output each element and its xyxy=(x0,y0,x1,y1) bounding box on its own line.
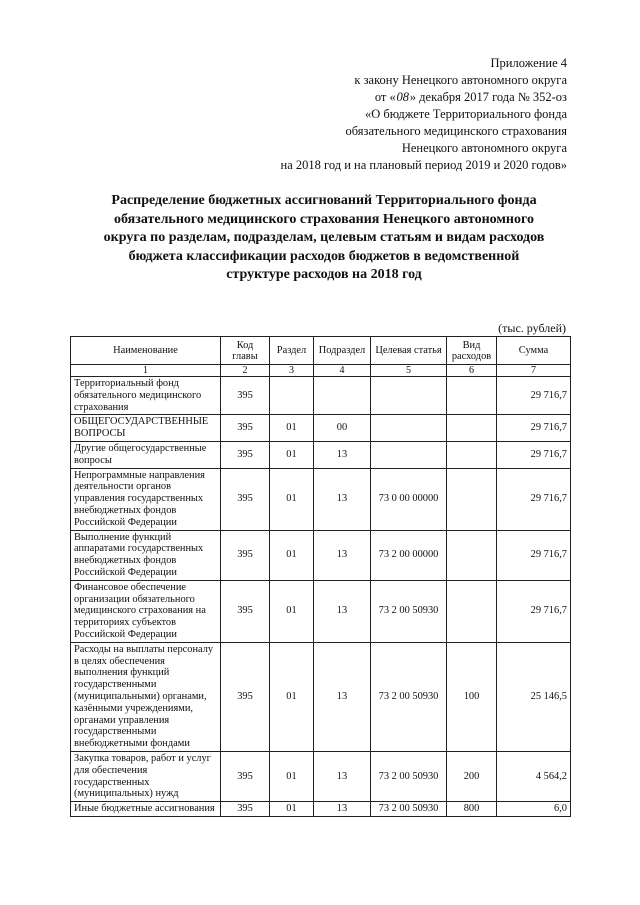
row-code: 395 xyxy=(221,751,270,801)
row-kind xyxy=(447,580,497,642)
row-subsection: 13 xyxy=(314,642,371,751)
row-subsection: 13 xyxy=(314,441,371,468)
appendix-label: Приложение 4 xyxy=(490,56,567,70)
row-name: Другие общегосударственные вопросы xyxy=(71,441,221,468)
row-section: 01 xyxy=(270,802,314,817)
row-kind xyxy=(447,441,497,468)
row-target xyxy=(371,441,447,468)
row-code: 395 xyxy=(221,642,270,751)
row-sum: 29 716,7 xyxy=(497,580,571,642)
col-number: 5 xyxy=(371,365,447,377)
table-row xyxy=(71,415,571,442)
law-reference: к закону Ненецкого автономного округа xyxy=(354,73,567,87)
col-number: 7 xyxy=(497,365,571,377)
row-name: ОБЩЕГОСУДАРСТВЕННЫЕ ВОПРОСЫ xyxy=(71,415,221,442)
row-section: 01 xyxy=(270,751,314,801)
table-row xyxy=(71,377,571,415)
row-sum: 4 564,2 xyxy=(497,751,571,801)
document-header xyxy=(281,55,567,174)
row-code: 395 xyxy=(221,377,270,415)
row-kind: 100 xyxy=(447,642,497,751)
row-sum: 25 146,5 xyxy=(497,642,571,751)
units-label: (тыс. рублей) xyxy=(498,321,566,335)
col-header-section: Раздел xyxy=(270,337,314,365)
row-sum: 29 716,7 xyxy=(497,415,571,442)
row-subsection: 13 xyxy=(314,530,371,580)
table-row xyxy=(71,642,571,751)
date-day: 08 xyxy=(396,90,410,104)
row-name: Расходы на выплаты персоналу в целях обеспечения выполнения функций государственными (муниципальными) органами, казёнными учреждениями, органами управления государственными внебюджетными фондами xyxy=(71,642,221,751)
title-line: структуре расходов на 2018 год xyxy=(226,267,422,282)
row-section: 01 xyxy=(270,468,314,530)
table-row xyxy=(71,530,571,580)
row-code: 395 xyxy=(221,441,270,468)
row-kind: 800 xyxy=(447,802,497,817)
row-target: 73 2 00 50930 xyxy=(371,802,447,817)
row-target: 73 2 00 50930 xyxy=(371,580,447,642)
row-target: 73 0 00 00000 xyxy=(371,468,447,530)
table-row xyxy=(71,468,571,530)
row-code: 395 xyxy=(221,415,270,442)
law-title-line1: «О бюджете Территориального фонда xyxy=(364,107,567,121)
row-subsection: 13 xyxy=(314,468,371,530)
row-section xyxy=(270,377,314,415)
row-sum: 29 716,7 xyxy=(497,468,571,530)
row-code: 395 xyxy=(221,468,270,530)
row-target: 73 2 00 50930 xyxy=(371,751,447,801)
col-number: 4 xyxy=(314,365,371,377)
law-title-line4: на 2018 год и на плановый период 2019 и 2020 годов» xyxy=(280,158,567,172)
row-sum: 29 716,7 xyxy=(497,530,571,580)
row-target xyxy=(371,415,447,442)
col-number: 6 xyxy=(447,365,497,377)
row-section: 01 xyxy=(270,415,314,442)
row-sum: 29 716,7 xyxy=(497,441,571,468)
col-header-target: Целевая статья xyxy=(371,337,447,365)
col-number: 2 xyxy=(221,365,270,377)
row-kind xyxy=(447,415,497,442)
law-date xyxy=(281,89,567,106)
row-code: 395 xyxy=(221,580,270,642)
row-target: 73 2 00 00000 xyxy=(371,530,447,580)
row-kind xyxy=(447,468,497,530)
date-prefix: от « xyxy=(374,90,396,104)
col-header-sum: Сумма xyxy=(497,337,571,365)
document-title xyxy=(78,192,570,285)
table-row xyxy=(71,802,571,817)
table-row xyxy=(71,580,571,642)
row-code: 395 xyxy=(221,530,270,580)
row-section: 01 xyxy=(270,580,314,642)
budget-table xyxy=(70,336,571,817)
col-header-kind: Вид расходов xyxy=(447,337,497,365)
col-header-code: Код главы xyxy=(221,337,270,365)
col-number: 1 xyxy=(71,365,221,377)
row-name: Выполнение функций аппаратами государственных внебюджетных фондов Российской Федерации xyxy=(71,530,221,580)
row-kind xyxy=(447,530,497,580)
row-subsection xyxy=(314,377,371,415)
row-kind xyxy=(447,377,497,415)
row-sum: 29 716,7 xyxy=(497,377,571,415)
row-sum: 6,0 xyxy=(497,802,571,817)
column-number-row xyxy=(71,365,571,377)
law-title-line3: Ненецкого автономного округа xyxy=(401,141,567,155)
title-line: Распределение бюджетных ассигнований Территориального фонда xyxy=(111,193,537,208)
row-code: 395 xyxy=(221,802,270,817)
table-header-row xyxy=(71,337,571,365)
row-target xyxy=(371,377,447,415)
row-subsection: 13 xyxy=(314,802,371,817)
col-header-name: Наименование xyxy=(71,337,221,365)
row-kind: 200 xyxy=(447,751,497,801)
row-subsection: 13 xyxy=(314,580,371,642)
row-name: Иные бюджетные ассигнования xyxy=(71,802,221,817)
row-section: 01 xyxy=(270,441,314,468)
date-suffix: » декабря 2017 года № 352-оз xyxy=(409,90,567,104)
title-line: бюджета классификации расходов бюджетов в ведомственной xyxy=(128,248,520,264)
row-subsection: 00 xyxy=(314,415,371,442)
col-number: 3 xyxy=(270,365,314,377)
row-subsection: 13 xyxy=(314,751,371,801)
row-name: Территориальный фонд обязательного медицинского страхования xyxy=(71,377,221,415)
row-section: 01 xyxy=(270,530,314,580)
table-row xyxy=(71,751,571,801)
row-target: 73 2 00 50930 xyxy=(371,642,447,751)
row-section: 01 xyxy=(270,642,314,751)
title-line: округа по разделам, подразделам, целевым статьям и видам расходов xyxy=(103,230,545,245)
title-line: обязательного медицинского страхования Ненецкого автономного xyxy=(113,211,535,227)
row-name: Непрограммные направления деятельности органов управления государственных внебюджетных фондов Российской Федерации xyxy=(71,468,221,530)
col-header-subsection: Подраздел xyxy=(314,337,371,365)
row-name: Финансовое обеспечение организации обязательного медицинского страхования на территориях субъектов Российской Федерации xyxy=(71,580,221,642)
row-name: Закупка товаров, работ и услуг для обеспечения государственных (муниципальных) нужд xyxy=(71,751,221,801)
law-title-line2: обязательного медицинского страхования xyxy=(345,124,567,138)
table-row xyxy=(71,441,571,468)
